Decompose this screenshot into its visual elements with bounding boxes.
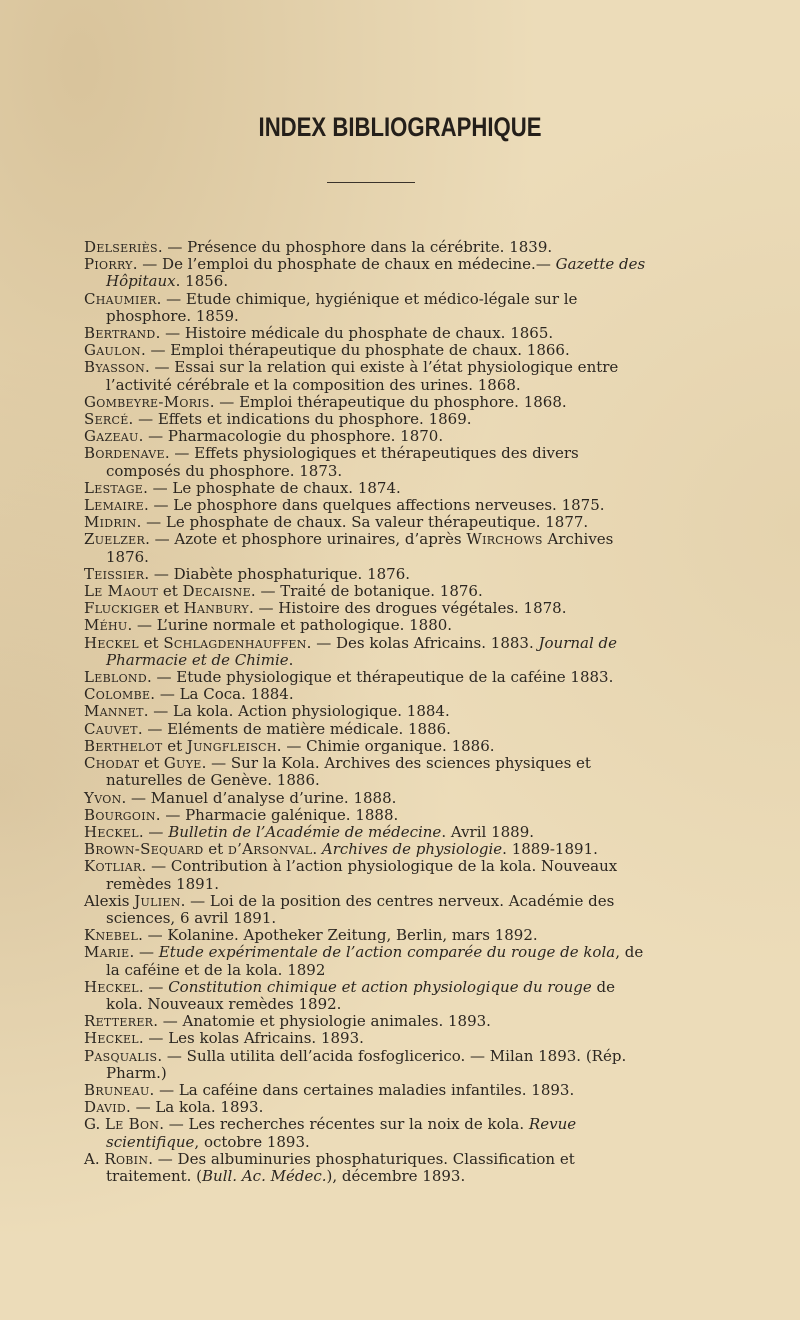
- entry-author: d’Arsonval: [227, 840, 313, 859]
- entry-text: . — Histoire médicale du phosphate de chaux. 1865.: [155, 324, 554, 343]
- entry-author: Brown-Sequard: [84, 840, 204, 859]
- bibliography-entry: [84, 669, 652, 686]
- entry-text: . — Traité de botanique. 1876.: [250, 582, 483, 601]
- bibliography-entry: [84, 824, 652, 841]
- entry-text: . — Sulla utilita dell’acida fosfoglicerico. — Milan 1893. (Rép. Pharm.): [106, 1046, 627, 1082]
- bibliography-entry: [84, 893, 652, 927]
- entry-text: . — Chimie organique. 1886.: [276, 736, 495, 755]
- entry-source-title: Constitution chimique et action physiologique du rouge: [168, 977, 592, 996]
- entry-author: Heckel: [84, 822, 139, 841]
- bibliography-list: [84, 239, 652, 1185]
- entry-text: . — La kola. 1893.: [126, 1098, 264, 1117]
- entry-author: Bordenave: [84, 444, 165, 463]
- entry-text: . — Manuel d’analyse d’urine. 1888.: [121, 788, 397, 807]
- entry-text: . — Des kolas Africains. 1883.: [306, 633, 539, 652]
- entry-text: . 1856.: [175, 272, 229, 291]
- bibliography-entry: [84, 721, 652, 738]
- entry-author: Lestage: [84, 478, 144, 497]
- bibliography-entry: [84, 686, 652, 703]
- bibliography-entry: [84, 291, 652, 325]
- entry-author: Gombeyre-Moris: [84, 392, 210, 411]
- entry-text: . — Etude chimique, hygiénique et médico-légale sur le phosphore. 1859.: [106, 289, 578, 325]
- entry-author: Knebel: [84, 926, 139, 945]
- entry-text: . — La Coca. 1884.: [150, 685, 294, 704]
- entry-author: Le Maout: [84, 582, 159, 601]
- entry-text: . — Effets physiologiques et thérapeutiques des divers composés du phosphore. 1873.: [106, 444, 579, 480]
- entry-author: Byasson: [84, 358, 145, 377]
- bibliography-entry: [84, 1048, 652, 1082]
- bibliography-entry: [84, 1082, 652, 1099]
- entry-author: Mannet: [84, 702, 144, 721]
- entry-author: Fluckiger: [84, 599, 160, 618]
- entry-text: . —: [138, 977, 169, 996]
- entry-text: . — Essai sur la relation qui existe à l’état physiologique entre l’activité cérébrale et la composition des urines. 1868.: [106, 358, 619, 394]
- bibliography-entry: [84, 325, 652, 342]
- entry-author: Piorry: [84, 255, 133, 274]
- bibliography-entry: [84, 841, 652, 858]
- entry-text: . — Le phosphate de chaux. 1874.: [143, 478, 401, 497]
- entry-author: Heckel: [84, 1029, 139, 1048]
- bibliography-entry: [84, 514, 652, 531]
- entry-author: Bertrand: [84, 324, 156, 343]
- entry-source-title: Journal de Pharmacie et de Chimie: [106, 633, 618, 669]
- entry-text: . — Les kolas Africains. 1893.: [138, 1029, 364, 1048]
- entry-source-title: Bulletin de l’Académie de médecine: [168, 822, 442, 841]
- entry-author: Chodat: [84, 754, 140, 773]
- entry-text: . — Des albuminuries phosphaturiques. Classification et traitement. (: [106, 1149, 575, 1185]
- page-title: INDEX BIBLIOGRAPHIQUE: [258, 112, 542, 142]
- bibliography-entry: [84, 394, 652, 411]
- entry-author: Wirchows: [466, 530, 543, 549]
- entry-author: Midrin: [84, 513, 137, 532]
- entry-author: Robin: [104, 1149, 149, 1168]
- bibliography-entry: [84, 927, 652, 944]
- entry-author: Sercé: [84, 410, 129, 429]
- entry-text: Archives 1876.: [106, 530, 614, 566]
- bibliography-entry: [84, 979, 652, 1013]
- entry-author: Zuelzer: [84, 530, 146, 549]
- entry-author: Pasqualis: [84, 1046, 158, 1065]
- entry-text: . — De l’emploi du phosphate de chaux en médecine.—: [132, 255, 556, 274]
- entry-text: . — Emploi thérapeutique du phosphore. 1868.: [209, 392, 567, 411]
- entry-text: . — Loi de la position des centres nerveux. Académie des sciences, 6 avril 1891.: [106, 891, 615, 927]
- entry-source-title: Etude expérimentale de l’action comparée du rouge de kola: [158, 943, 616, 962]
- bibliography-entry: [84, 755, 652, 789]
- entry-text: . Avril 1889.: [441, 822, 535, 841]
- entry-author: Gazeau: [84, 427, 139, 446]
- bibliography-entry: [84, 1151, 652, 1185]
- entry-text: de kola. Nouveaux remèdes 1892.: [106, 977, 615, 1013]
- bibliography-entry: [84, 583, 652, 600]
- bibliography-entry: [84, 807, 652, 824]
- entry-text: . — Histoire des drogues végétales. 1878.: [248, 599, 567, 618]
- entry-text: .: [312, 840, 322, 859]
- entry-author: Gaulon: [84, 341, 141, 360]
- bibliography-entry: [84, 600, 652, 617]
- title-divider: [327, 182, 415, 183]
- entry-author: Teissier: [84, 564, 145, 583]
- entry-author: Schlagdenhauffen: [163, 633, 307, 652]
- entry-text: . — Diabète phosphaturique. 1876.: [144, 564, 411, 583]
- bibliography-entry: [84, 617, 652, 634]
- bibliography-entry: [84, 1099, 652, 1116]
- entry-author: Leblond: [84, 668, 147, 687]
- entry-author: Chaumier: [84, 289, 157, 308]
- entry-author: Marie: [84, 943, 130, 962]
- entry-text: et: [139, 754, 164, 773]
- bibliography-entry: [84, 497, 652, 514]
- bibliography-entry: [84, 480, 652, 497]
- entry-text: et: [138, 633, 164, 652]
- entry-source-title: Archives de physiologie: [321, 840, 503, 859]
- entry-text: . —: [138, 822, 169, 841]
- entry-source-title: Revue scientifique: [106, 1115, 577, 1151]
- entry-text: . — Le phosphore dans quelques affections nerveuses. 1875.: [143, 496, 605, 515]
- bibliography-entry: [84, 790, 652, 807]
- entry-text: A.: [84, 1149, 105, 1168]
- entry-author: Yvon: [84, 788, 122, 807]
- entry-author: Colombe: [84, 685, 151, 704]
- entry-author: Decaisne: [182, 582, 251, 601]
- bibliography-entry: [84, 944, 652, 978]
- entry-author: Bruneau: [84, 1080, 150, 1099]
- entry-text: et: [159, 599, 184, 618]
- entry-author: Cauvet: [84, 719, 138, 738]
- entry-author: Kotliar: [84, 857, 142, 876]
- entry-text: . — Les recherches récentes sur la noix de kola.: [159, 1115, 529, 1134]
- entry-text: . — Emploi thérapeutique du phosphate de chaux. 1866.: [140, 341, 570, 360]
- entry-text: . — Etude physiologique et thérapeutique de la caféine 1883.: [146, 668, 614, 687]
- entry-text: . — Azote et phosphore urinaires, d’après: [145, 530, 467, 549]
- entry-text: .: [288, 650, 294, 669]
- entry-text: et: [162, 736, 187, 755]
- entry-text: . — Le phosphate de chaux. Sa valeur thérapeutique. 1877.: [136, 513, 589, 532]
- bibliography-entry: [84, 342, 652, 359]
- entry-text: . — L’urine normale et pathologique. 1880.: [127, 616, 453, 635]
- entry-text: . — Sur la Kola. Archives des sciences physiques et naturelles de Genève. 1886.: [106, 754, 591, 790]
- entry-author: Jungfleisch: [186, 736, 277, 755]
- entry-author: Lemaire: [84, 496, 144, 515]
- entry-author: Hanbury: [183, 599, 249, 618]
- bibliography-entry: [84, 1013, 652, 1030]
- bibliography-entry: [84, 1116, 652, 1150]
- bibliography-entry: [84, 359, 652, 393]
- bibliography-entry: [84, 256, 652, 290]
- entry-text: . 1889-1891.: [502, 840, 598, 859]
- entry-source-title: Bull. Ac. Médec.: [202, 1166, 327, 1185]
- entry-author: Berthelot: [84, 736, 163, 755]
- entry-source-title: Gazette des Hôpitaux: [106, 255, 646, 291]
- entry-text: . — La caféine dans certaines maladies infantiles. 1893.: [149, 1080, 575, 1099]
- entry-text: . — Présence du phosphore dans la cérébrite. 1839.: [157, 238, 553, 256]
- entry-text: . — Effets et indications du phosphore. 1869.: [128, 410, 472, 429]
- entry-author: Julien: [134, 891, 181, 910]
- entry-author: Heckel: [84, 977, 139, 996]
- entry-author: David: [84, 1098, 127, 1117]
- entry-author: Retterer: [84, 1012, 154, 1031]
- bibliography-entry: [84, 411, 652, 428]
- entry-text: . —: [129, 943, 159, 962]
- entry-text: Alexis: [84, 891, 135, 910]
- bibliography-entry: [84, 635, 652, 669]
- entry-text: . — Contribution à l’action physiologique de la kola. Nouveaux remèdes 1891.: [106, 857, 618, 893]
- bibliography-entry: [84, 428, 652, 445]
- entry-author: Bourgoin: [84, 805, 156, 824]
- entry-author: Méhu: [84, 616, 128, 635]
- entry-author: Le Bon: [104, 1115, 160, 1134]
- bibliography-entry: [84, 738, 652, 755]
- entry-text: . — Pharmacologie du phosphore. 1870.: [138, 427, 444, 446]
- entry-text: . — La kola. Action physiologique. 1884.: [143, 702, 450, 721]
- bibliography-entry: [84, 566, 652, 583]
- entry-text: et: [158, 582, 183, 601]
- entry-text: . — Eléments de matière médicale. 1886.: [137, 719, 451, 738]
- entry-text: . — Kolanine. Apotheker Zeitung, Berlin, mars 1892.: [138, 926, 538, 945]
- entry-text: , octobre 1893.: [194, 1132, 310, 1151]
- bibliography-entry: [84, 858, 652, 892]
- bibliography-entry: [84, 445, 652, 479]
- entry-text: et: [203, 840, 228, 859]
- entry-author: Delseriès: [84, 238, 158, 256]
- entry-text: . — Anatomie et physiologie animales. 1893.: [153, 1012, 491, 1031]
- bibliography-entry: [84, 239, 652, 256]
- entry-text: , de la caféine et de la kola. 1892: [106, 943, 644, 979]
- bibliography-entry: [84, 1030, 652, 1047]
- entry-text: G.: [84, 1115, 105, 1134]
- entry-text: ), décembre 1893.: [326, 1166, 466, 1185]
- entry-author: Guye: [163, 754, 202, 773]
- entry-author: Heckel: [84, 633, 139, 652]
- bibliography-entry: [84, 703, 652, 720]
- entry-text: . — Pharmacie galénique. 1888.: [155, 805, 399, 824]
- bibliography-entry: [84, 531, 652, 565]
